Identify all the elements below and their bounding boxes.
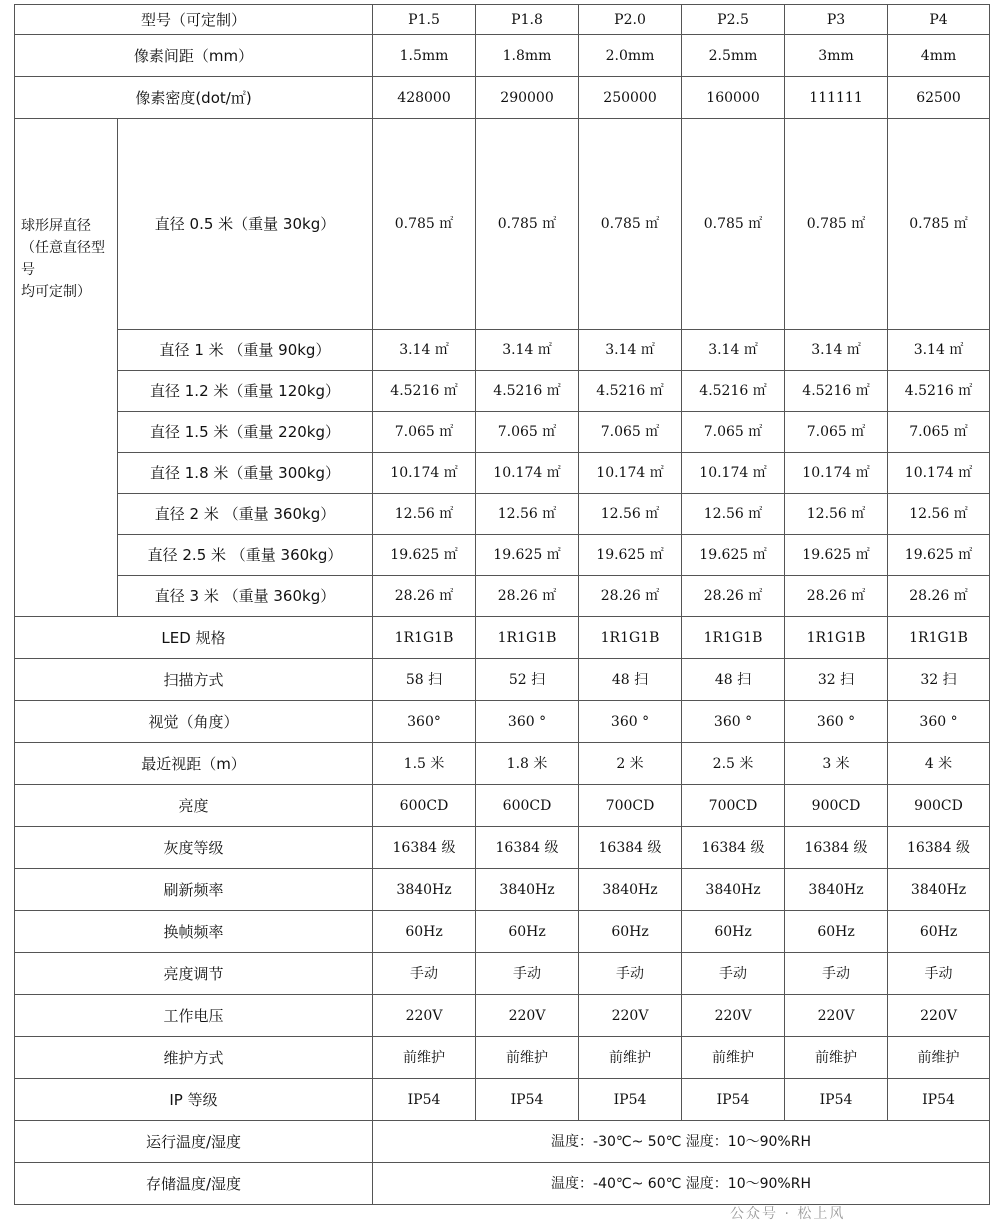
spec-value: 16384 级 bbox=[888, 827, 990, 869]
spec-value: 600CD bbox=[373, 785, 476, 827]
environment-value: 温度：-30℃~ 50℃ 湿度：10～90%RH bbox=[373, 1121, 990, 1163]
pixel-density-value: 428000 bbox=[373, 77, 476, 119]
pixel-density-value: 160000 bbox=[682, 77, 785, 119]
model-cell: P4 bbox=[888, 5, 990, 35]
model-cell: P1.8 bbox=[476, 5, 579, 35]
model-cell: P3 bbox=[785, 5, 888, 35]
spec-value: 手动 bbox=[476, 953, 579, 995]
environment-label: 存储温度/湿度 bbox=[15, 1163, 373, 1205]
sphere-area-value: 19.625 ㎡ bbox=[373, 535, 476, 576]
sphere-area-value: 10.174 ㎡ bbox=[888, 453, 990, 494]
spec-value: 220V bbox=[373, 995, 476, 1037]
sphere-diameter-label: 直径 1.8 米（重量 300kg） bbox=[118, 453, 373, 494]
sphere-area-value: 12.56 ㎡ bbox=[373, 494, 476, 535]
spec-value: IP54 bbox=[476, 1079, 579, 1121]
spec-label: 亮度 bbox=[15, 785, 373, 827]
spec-value: 360 ° bbox=[476, 701, 579, 743]
header-row bbox=[15, 5, 990, 35]
spec-value: 32 扫 bbox=[785, 659, 888, 701]
sphere-area-value: 0.785 ㎡ bbox=[373, 119, 476, 330]
spec-row bbox=[15, 617, 990, 659]
spec-value: 48 扫 bbox=[579, 659, 682, 701]
sphere-area-value: 7.065 ㎡ bbox=[476, 412, 579, 453]
spec-value: 3840Hz bbox=[476, 869, 579, 911]
spec-row bbox=[15, 827, 990, 869]
spec-value: 360° bbox=[373, 701, 476, 743]
spec-row bbox=[15, 1037, 990, 1079]
sphere-area-value: 7.065 ㎡ bbox=[785, 412, 888, 453]
sphere-area-value: 19.625 ㎡ bbox=[785, 535, 888, 576]
sphere-group-label-line: 均可定制） bbox=[21, 284, 91, 300]
sphere-area-value: 12.56 ㎡ bbox=[682, 494, 785, 535]
spec-value: 60Hz bbox=[888, 911, 990, 953]
spec-row bbox=[15, 869, 990, 911]
sphere-area-value: 0.785 ㎡ bbox=[785, 119, 888, 330]
sphere-area-value: 4.5216 ㎡ bbox=[579, 371, 682, 412]
spec-row bbox=[15, 911, 990, 953]
spec-value: 220V bbox=[579, 995, 682, 1037]
sphere-row bbox=[15, 576, 990, 617]
sphere-area-value: 7.065 ㎡ bbox=[579, 412, 682, 453]
pixel-pitch-value: 2.0mm bbox=[579, 35, 682, 77]
spec-value: 60Hz bbox=[785, 911, 888, 953]
sphere-area-value: 28.26 ㎡ bbox=[682, 576, 785, 617]
spec-value: 220V bbox=[476, 995, 579, 1037]
pixel-pitch-row bbox=[15, 35, 990, 77]
spec-value: 3 米 bbox=[785, 743, 888, 785]
sphere-area-value: 12.56 ㎡ bbox=[888, 494, 990, 535]
sphere-row bbox=[15, 412, 990, 453]
spec-value: 3840Hz bbox=[579, 869, 682, 911]
sphere-area-value: 4.5216 ㎡ bbox=[373, 371, 476, 412]
spec-label: 亮度调节 bbox=[15, 953, 373, 995]
spec-row bbox=[15, 785, 990, 827]
spec-value: 900CD bbox=[888, 785, 990, 827]
sphere-area-value: 28.26 ㎡ bbox=[373, 576, 476, 617]
sphere-area-value: 12.56 ㎡ bbox=[579, 494, 682, 535]
spec-label: LED 规格 bbox=[15, 617, 373, 659]
spec-row bbox=[15, 995, 990, 1037]
watermark: 公众号 · 松上风 bbox=[730, 1206, 846, 1222]
sphere-area-value: 28.26 ㎡ bbox=[785, 576, 888, 617]
pixel-density-value: 62500 bbox=[888, 77, 990, 119]
spec-value: 1R1G1B bbox=[785, 617, 888, 659]
spec-value: 16384 级 bbox=[785, 827, 888, 869]
sphere-diameter-label: 直径 2 米 （重量 360kg） bbox=[118, 494, 373, 535]
spec-value: 16384 级 bbox=[682, 827, 785, 869]
spec-value: 360 ° bbox=[682, 701, 785, 743]
sphere-area-value: 28.26 ㎡ bbox=[476, 576, 579, 617]
spec-value: 前维护 bbox=[476, 1037, 579, 1079]
sphere-area-value: 0.785 ㎡ bbox=[579, 119, 682, 330]
pixel-density-value: 250000 bbox=[579, 77, 682, 119]
spec-label: IP 等级 bbox=[15, 1079, 373, 1121]
spec-value: 手动 bbox=[888, 953, 990, 995]
environment-value: 温度：-40℃~ 60℃ 湿度：10～90%RH bbox=[373, 1163, 990, 1205]
spec-value: 1R1G1B bbox=[579, 617, 682, 659]
spec-value: 2 米 bbox=[579, 743, 682, 785]
spec-value: 1R1G1B bbox=[682, 617, 785, 659]
sphere-area-value: 7.065 ㎡ bbox=[373, 412, 476, 453]
sphere-area-value: 3.14 ㎡ bbox=[888, 330, 990, 371]
spec-label: 视觉（角度） bbox=[15, 701, 373, 743]
sphere-area-value: 19.625 ㎡ bbox=[888, 535, 990, 576]
sphere-area-value: 4.5216 ㎡ bbox=[785, 371, 888, 412]
sphere-group-label-line: 球形屏直径 bbox=[21, 218, 91, 234]
spec-value: 220V bbox=[785, 995, 888, 1037]
environment-label: 运行温度/湿度 bbox=[15, 1121, 373, 1163]
spec-value: 16384 级 bbox=[373, 827, 476, 869]
spec-value: 60Hz bbox=[476, 911, 579, 953]
spec-value: 60Hz bbox=[373, 911, 476, 953]
model-cell: P2.5 bbox=[682, 5, 785, 35]
sphere-area-value: 3.14 ㎡ bbox=[373, 330, 476, 371]
pixel-pitch-value: 4mm bbox=[888, 35, 990, 77]
sphere-diameter-label: 直径 3 米 （重量 360kg） bbox=[118, 576, 373, 617]
sphere-area-value: 12.56 ㎡ bbox=[785, 494, 888, 535]
sphere-area-value: 10.174 ㎡ bbox=[682, 453, 785, 494]
sphere-diameter-label: 直径 1.5 米（重量 220kg） bbox=[118, 412, 373, 453]
spec-value: 360 ° bbox=[579, 701, 682, 743]
sphere-area-value: 3.14 ㎡ bbox=[682, 330, 785, 371]
spec-value: 前维护 bbox=[888, 1037, 990, 1079]
model-cell: P1.5 bbox=[373, 5, 476, 35]
sphere-row bbox=[15, 371, 990, 412]
spec-value: 1R1G1B bbox=[888, 617, 990, 659]
environment-row bbox=[15, 1121, 990, 1163]
spec-value: 600CD bbox=[476, 785, 579, 827]
spec-label: 维护方式 bbox=[15, 1037, 373, 1079]
sphere-row bbox=[15, 330, 990, 371]
spec-label: 最近视距（m） bbox=[15, 743, 373, 785]
sphere-area-value: 10.174 ㎡ bbox=[476, 453, 579, 494]
spec-value: 3840Hz bbox=[373, 869, 476, 911]
pixel-pitch-value: 2.5mm bbox=[682, 35, 785, 77]
spec-value: 前维护 bbox=[373, 1037, 476, 1079]
sphere-area-value: 28.26 ㎡ bbox=[579, 576, 682, 617]
pixel-density-row bbox=[15, 77, 990, 119]
sphere-row bbox=[15, 535, 990, 576]
sphere-area-value: 3.14 ㎡ bbox=[785, 330, 888, 371]
pixel-density-label: 像素密度(dot/㎡) bbox=[15, 77, 373, 119]
sphere-area-value: 12.56 ㎡ bbox=[476, 494, 579, 535]
sphere-area-value: 19.625 ㎡ bbox=[579, 535, 682, 576]
sphere-row bbox=[15, 494, 990, 535]
sphere-diameter-label: 直径 1.2 米（重量 120kg） bbox=[118, 371, 373, 412]
sphere-area-value: 3.14 ㎡ bbox=[579, 330, 682, 371]
sphere-area-value: 4.5216 ㎡ bbox=[476, 371, 579, 412]
sphere-row bbox=[15, 119, 990, 330]
spec-value: 3840Hz bbox=[888, 869, 990, 911]
spec-value: 1R1G1B bbox=[373, 617, 476, 659]
sphere-area-value: 19.625 ㎡ bbox=[682, 535, 785, 576]
pixel-pitch-label: 像素间距（mm） bbox=[15, 35, 373, 77]
spec-row bbox=[15, 659, 990, 701]
sphere-area-value: 0.785 ㎡ bbox=[888, 119, 990, 330]
environment-row bbox=[15, 1163, 990, 1205]
sphere-area-value: 10.174 ㎡ bbox=[785, 453, 888, 494]
spec-row bbox=[15, 701, 990, 743]
spec-value: 360 ° bbox=[888, 701, 990, 743]
spec-value: 3840Hz bbox=[785, 869, 888, 911]
spec-value: 前维护 bbox=[579, 1037, 682, 1079]
spec-value: 16384 级 bbox=[579, 827, 682, 869]
spec-value: IP54 bbox=[579, 1079, 682, 1121]
spec-value: 220V bbox=[682, 995, 785, 1037]
spec-table bbox=[14, 4, 990, 1205]
spec-value: 1.8 米 bbox=[476, 743, 579, 785]
spec-value: 32 扫 bbox=[888, 659, 990, 701]
sphere-area-value: 7.065 ㎡ bbox=[888, 412, 990, 453]
spec-label: 扫描方式 bbox=[15, 659, 373, 701]
sphere-group-label-line: （任意直径型号 bbox=[21, 240, 105, 278]
sphere-area-value: 4.5216 ㎡ bbox=[682, 371, 785, 412]
spec-value: 3840Hz bbox=[682, 869, 785, 911]
spec-value: 900CD bbox=[785, 785, 888, 827]
spec-value: 1.5 米 bbox=[373, 743, 476, 785]
spec-value: 手动 bbox=[373, 953, 476, 995]
sphere-row bbox=[15, 453, 990, 494]
sphere-area-value: 0.785 ㎡ bbox=[476, 119, 579, 330]
spec-label: 刷新频率 bbox=[15, 869, 373, 911]
spec-label: 工作电压 bbox=[15, 995, 373, 1037]
spec-value: 1R1G1B bbox=[476, 617, 579, 659]
model-cell: P2.0 bbox=[579, 5, 682, 35]
spec-value: 58 扫 bbox=[373, 659, 476, 701]
pixel-pitch-value: 1.5mm bbox=[373, 35, 476, 77]
spec-value: 360 ° bbox=[785, 701, 888, 743]
pixel-pitch-value: 3mm bbox=[785, 35, 888, 77]
sphere-area-value: 0.785 ㎡ bbox=[682, 119, 785, 330]
spec-value: IP54 bbox=[888, 1079, 990, 1121]
spec-row bbox=[15, 953, 990, 995]
spec-value: 4 米 bbox=[888, 743, 990, 785]
spec-value: 60Hz bbox=[579, 911, 682, 953]
spec-value: 700CD bbox=[579, 785, 682, 827]
pixel-density-value: 290000 bbox=[476, 77, 579, 119]
sphere-diameter-label: 直径 1 米 （重量 90kg） bbox=[118, 330, 373, 371]
spec-value: 2.5 米 bbox=[682, 743, 785, 785]
sphere-area-value: 3.14 ㎡ bbox=[476, 330, 579, 371]
spec-value: 48 扫 bbox=[682, 659, 785, 701]
spec-value: 前维护 bbox=[785, 1037, 888, 1079]
spec-value: 手动 bbox=[785, 953, 888, 995]
sphere-area-value: 19.625 ㎡ bbox=[476, 535, 579, 576]
spec-value: 700CD bbox=[682, 785, 785, 827]
spec-value: 60Hz bbox=[682, 911, 785, 953]
spec-value: 前维护 bbox=[682, 1037, 785, 1079]
spec-value: 52 扫 bbox=[476, 659, 579, 701]
sphere-area-value: 10.174 ㎡ bbox=[579, 453, 682, 494]
spec-value: IP54 bbox=[785, 1079, 888, 1121]
spec-value: IP54 bbox=[682, 1079, 785, 1121]
sphere-diameter-label: 直径 2.5 米 （重量 360kg） bbox=[118, 535, 373, 576]
spec-value: 手动 bbox=[682, 953, 785, 995]
spec-value: 手动 bbox=[579, 953, 682, 995]
sphere-area-value: 7.065 ㎡ bbox=[682, 412, 785, 453]
model-header: 型号（可定制） bbox=[15, 5, 373, 35]
spec-value: 16384 级 bbox=[476, 827, 579, 869]
sphere-area-value: 10.174 ㎡ bbox=[373, 453, 476, 494]
spec-value: IP54 bbox=[373, 1079, 476, 1121]
sphere-area-value: 4.5216 ㎡ bbox=[888, 371, 990, 412]
spec-value: 220V bbox=[888, 995, 990, 1037]
spec-row bbox=[15, 743, 990, 785]
sphere-area-value: 28.26 ㎡ bbox=[888, 576, 990, 617]
sphere-diameter-label: 直径 0.5 米（重量 30kg） bbox=[118, 119, 373, 330]
pixel-pitch-value: 1.8mm bbox=[476, 35, 579, 77]
spec-row bbox=[15, 1079, 990, 1121]
spec-label: 灰度等级 bbox=[15, 827, 373, 869]
spec-label: 换帧频率 bbox=[15, 911, 373, 953]
sphere-group-label bbox=[15, 119, 118, 617]
pixel-density-value: 111111 bbox=[785, 77, 888, 119]
